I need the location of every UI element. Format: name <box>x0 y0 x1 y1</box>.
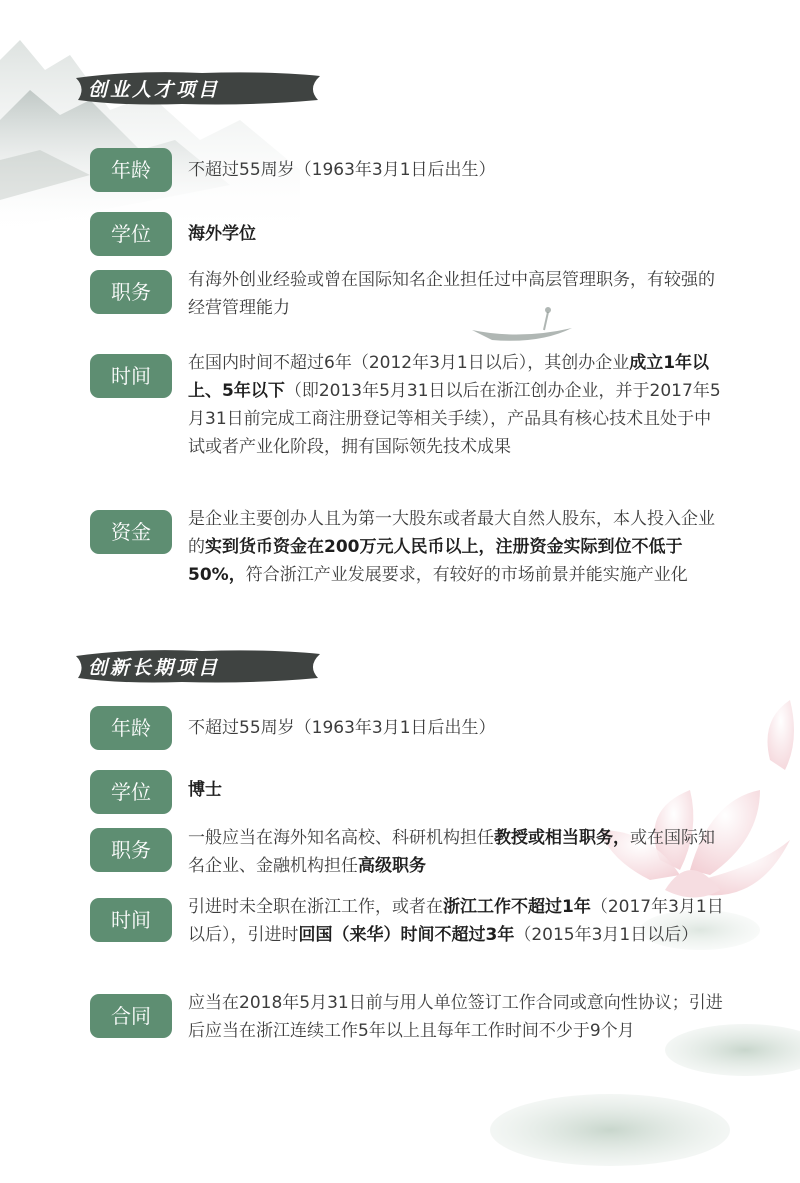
body-text: 引进时未全职在浙江工作，或者在 <box>188 897 443 917</box>
body-text: 是企业主要创办人且为第一大股东或者最大自然人股东，本人投入企业的 <box>188 509 715 557</box>
body-text: 符合浙江产业发展要求，有较好的市场前景并能实施产业化 <box>245 565 688 585</box>
label-pill: 学位 <box>90 212 172 256</box>
section-title-text: 创业人才项目 <box>88 79 221 101</box>
emphasis-text: 博士 <box>188 780 222 800</box>
section-title-innovation <box>72 644 322 688</box>
emphasis-text: 成立1年以上、5年以下 <box>188 353 710 401</box>
body-text: 或在国际知名企业、金融机构担任 <box>188 828 715 876</box>
row-text <box>188 893 728 949</box>
row-text <box>188 505 728 589</box>
body-text: （即2013年5月31日以后在浙江创办企业，并于2017年5月31日前完成工商注册登记等相关手续），产品具有核心技术且处于中试或者产业化阶段，拥有国际领先技术成果 <box>188 381 721 457</box>
label-pill: 时间 <box>90 898 172 942</box>
body-text: 应当在2018年5月31日前与用人单位签订工作合同或意向性协议；引进后应当在浙江连续工作5年以上且每年工作时间不少于9个月 <box>188 993 723 1041</box>
emphasis-text: 海外学位 <box>188 224 256 244</box>
label-pill: 年龄 <box>90 706 172 750</box>
label-pill: 时间 <box>90 354 172 398</box>
body-text: 不超过55周岁（1963年3月1日后出生） <box>188 718 496 738</box>
body-text: 不超过55周岁（1963年3月1日后出生） <box>188 160 496 180</box>
section-title-text: 创新长期项目 <box>88 657 221 679</box>
label-pill: 学位 <box>90 770 172 814</box>
body-text: 一般应当在海外知名高校、科研机构担任 <box>188 828 494 848</box>
row-text <box>188 714 728 742</box>
emphasis-text: 高级职务 <box>358 856 426 876</box>
body-text: （2017年3月1日以后），引进时 <box>188 897 724 945</box>
row-text <box>188 156 728 184</box>
body-text: 有海外创业经验或曾在国际知名企业担任过中高层管理职务，有较强的经营管理能力 <box>188 270 715 318</box>
label-pill: 职务 <box>90 828 172 872</box>
label-pill: 职务 <box>90 270 172 314</box>
section-title-startup <box>72 66 322 110</box>
row-text <box>188 989 728 1045</box>
row-text <box>188 349 728 461</box>
emphasis-text: 实到货币资金在200万元人民币以上，注册资金实际到位不低于50%， <box>188 537 683 585</box>
row-text <box>188 824 728 880</box>
label-pill: 资金 <box>90 510 172 554</box>
emphasis-text: 教授或相当职务， <box>494 828 630 848</box>
row-text <box>188 220 728 248</box>
body-text: 在国内时间不超过6年（2012年3月1日以后），其创办企业 <box>188 353 630 373</box>
row-text <box>188 776 728 804</box>
label-pill: 年龄 <box>90 148 172 192</box>
label-pill: 合同 <box>90 994 172 1038</box>
row-text <box>188 266 728 322</box>
emphasis-text: 回国（来华）时间不超过3年 <box>298 925 515 945</box>
emphasis-text: 浙江工作不超过1年 <box>443 897 591 917</box>
body-text: （2015年3月1日以后） <box>514 925 699 945</box>
